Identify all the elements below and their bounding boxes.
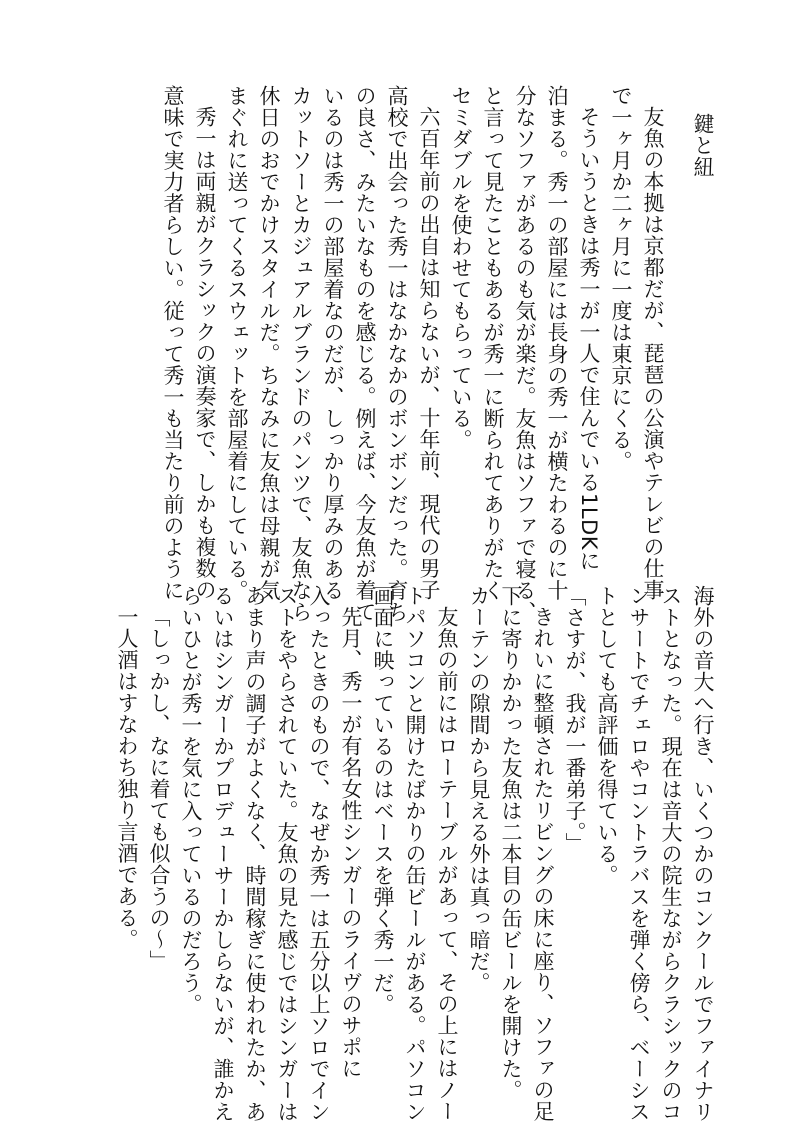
text-line-u13: まぐれに送ってくるスウェットを部屋着にしている。 bbox=[225, 85, 249, 601]
text-line-l18: 一人酒はすなわち独り言酒である。 bbox=[115, 606, 139, 950]
text-line-l3: トとしても高評価を得ている。 bbox=[595, 585, 619, 886]
text-line-l16: らいひとが秀一を気に入っているのだろう。 bbox=[179, 585, 203, 1015]
text-line-l13: ストをやらされていた。友魚の見た感じではシンガーは bbox=[275, 585, 299, 1123]
text-line-u4: 分なソファがあるのも気が楽だ。友魚はソファで寝る、 bbox=[513, 85, 537, 623]
text-line-u9: の良さ、みたいなものを感じる。例えば、今友魚が着て bbox=[353, 85, 377, 623]
text-line-u8: 高校で出会った秀一はなかなかのボンボンだった。育ち bbox=[385, 85, 409, 623]
text-line-l17: 「しっかし、なに着ても似合うの～」 bbox=[147, 606, 171, 972]
text-line-l6: 下に寄りかかった友魚は二本目の缶ビールを開けた。 bbox=[499, 585, 523, 1101]
chapter-title: 鍵と紐 bbox=[691, 113, 715, 178]
text-line-u6: セミダブルを使わせてもらっている。 bbox=[449, 85, 473, 451]
text-line-l1: ストとなった。現在は音大の院生ながらクラシックのコ bbox=[659, 585, 683, 1123]
text-line-l14: あまり声の調子がよくなく、時間稼ぎに使われたか、あ bbox=[243, 585, 267, 1123]
text-line-l2: ンサートでチェロやコントラバスを弾く傍ら、ベーシス bbox=[627, 585, 651, 1123]
text-line-l12: 入ったときのもので、なぜか秀一は五分以上ソロでイン bbox=[307, 585, 331, 1123]
text-line-l8: 友魚の前にはローテーブルがあって、その上にはノー bbox=[435, 606, 459, 1122]
text-line-u5: と言って見たこともあるが秀一に断られてありがたく bbox=[481, 85, 505, 601]
text-line-u3: 泊まる。秀一の部屋には長身の秀一が横たわるのに十 bbox=[545, 85, 569, 601]
text-line-u15: 意味で実力者らしい。従って秀一も当たり前のように bbox=[161, 85, 185, 601]
text-line-u14: 秀一は両親がクラシックの演奏家で、しかも複数の bbox=[193, 106, 217, 601]
text-line-u2: そういうときは秀一が一人で住んでいる1LDKに bbox=[577, 106, 601, 572]
text-line-l11: 先月、秀一が有名女性シンガーのライヴのサポに bbox=[339, 606, 363, 1079]
text-line-u11: カットソーとカジュアルブランドのパンツで、友魚なら bbox=[289, 85, 313, 623]
text-line-l9: トパソコンと開けたばかりの缶ビールがある。パソコン bbox=[403, 585, 427, 1123]
text-line-l7: カーテンの隙間から見える外は真っ暗だ。 bbox=[467, 585, 491, 994]
text-line-l5: きれいに整頓されたリビングの床に座り、ソファの足 bbox=[531, 606, 555, 1122]
text-line-u7: 六百年前の出自は知らないが、十年前、現代の男子 bbox=[417, 106, 441, 601]
text-line-l15: るいはシンガーかプロデューサーかしらないが、誰かえ bbox=[211, 585, 235, 1123]
lower-text-block bbox=[79, 585, 719, 1123]
upper-text-block bbox=[79, 85, 719, 623]
text-line-l4: 「さすが、我が一番弟子。」 bbox=[563, 585, 587, 854]
text-line-u1: で一ヶ月か二ヶ月に一度は東京にくる。 bbox=[609, 85, 633, 472]
text-line-u0: 友魚の本拠は京都だが、琵琶の公演やテレビの仕事 bbox=[641, 106, 665, 601]
text-line-u12: 休日のおでかけスタイルだ。ちなみに友魚は母親が気 bbox=[257, 85, 281, 601]
text-line-l10: 画面に映っているのはベースを弾く秀一だ。 bbox=[371, 585, 395, 1015]
text-line-u10: いるのは秀一の部屋着なのだが、しっかり厚みのある bbox=[321, 85, 345, 601]
text-line-l0: 海外の音大へ行き、いくつかのコンクールでファイナリ bbox=[691, 585, 715, 1123]
